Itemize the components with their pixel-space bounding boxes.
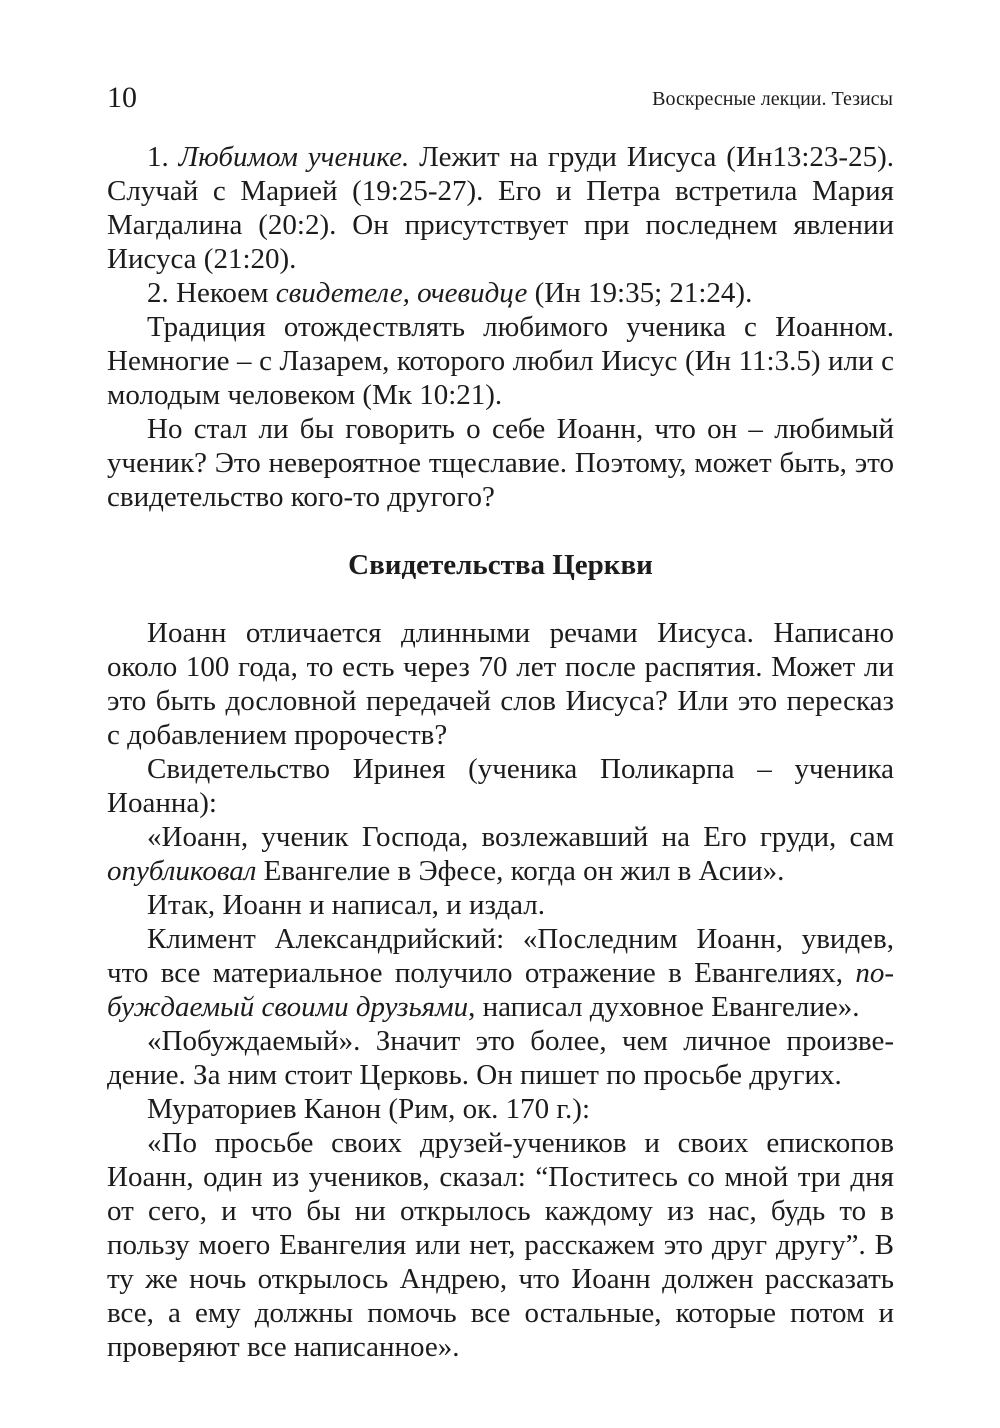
text-run: 2. Некоем: [147, 277, 276, 309]
text-run: Итак, Иоанн и написал, и издал.: [147, 889, 545, 921]
text-run: Но стал ли бы говорить о себе Иоанн, что он – любимый ученик? Это невероятное тщеславие. Поэтому, может быть, это свидетельство кого-то другого?: [107, 413, 894, 513]
text-run: Свидетельства Церкви: [348, 549, 653, 581]
para-irenaeus: [107, 752, 894, 820]
para-long-speeches: [107, 616, 894, 752]
text-run: Климент Александрийский: «Последним Иоанн, увидев, что все материальное получило отражение в Евангелиях,: [107, 923, 894, 989]
para-witness: [107, 276, 894, 310]
body-text: [107, 140, 894, 1364]
para-favorite-disciple: [107, 140, 894, 276]
page-number: 10: [107, 81, 137, 114]
text-run: Лежит на груди Иисуса (Ин13:23-25). Случай с Марией (19:25-27). Его и Петра встретила Мария Магдалина (20:2). Он присутствует при последнем явлении Иисуса (21:20).: [107, 141, 894, 275]
text-run: «Иоанн, ученик Господа, возлежавший на Его груди, сам: [147, 821, 894, 853]
para-prompted: [107, 1024, 894, 1092]
para-muratorian-quote: [107, 1126, 894, 1364]
section-heading: [107, 548, 894, 582]
text-run: «Побуждаемый». Значит это более, чем личное произведение. За ним стоит Церковь. Он пишет по просьбе других.: [107, 1025, 894, 1091]
text-run: 1.: [147, 141, 179, 173]
italic-text: Любимом ученике.: [178, 141, 410, 173]
italic-text: побуждаемый своими друзьями: [107, 957, 894, 1023]
text-run: «По просьбе своих друзей-учеников и своих епископов Иоанн, один из учеников, сказал: “Поститесь со мной три дня от сего, и что бы ни открылось каждому из нас, будь то в пользу моего Евангелия или нет, расскажем это друг другу”. В ту же ночь открылось Андрею, что Иоанн должен рассказать все, а ему должны помочь все остальные, которые потом и проверяют все написанное».: [107, 1127, 894, 1363]
text-run: Мураториев Канон (Рим, ок. 170 г.):: [147, 1093, 591, 1125]
running-head: Воскресные лекции. Тезисы: [652, 88, 893, 110]
para-so-john: [107, 888, 894, 922]
italic-text: свидетеле, очевидце: [275, 277, 528, 309]
para-muratorian: [107, 1092, 894, 1126]
para-vanity: [107, 412, 894, 514]
text-run: Традиция отождествлять любимого ученика с Иоанном. Немногие – с Лазарем, которого любил Иисус (Ин 11:3.5) или с молодым человеком (Мк 10:21).: [107, 311, 894, 411]
text-run: , написал духовное Евангелие».: [468, 991, 860, 1023]
para-clement: [107, 922, 894, 1024]
text-run: Евангелие в Эфесе, когда он жил в Асии».: [256, 855, 785, 887]
italic-text: опубликовал: [107, 855, 257, 887]
para-tradition: [107, 310, 894, 412]
text-run: Свидетельство Иринея (ученика Поликарпа – ученика Иоанна):: [107, 753, 894, 819]
text-run: Иоанн отличается длинными речами Иисуса. Написано около 100 года, то есть через 70 лет после распятия. Может ли это быть дословной передачей слов Иисуса? Или это пересказ с добавлением пророчеств?: [107, 617, 894, 751]
text-run: (Ин 19:35; 21:24).: [527, 277, 753, 309]
para-irenaeus-quote: [107, 820, 894, 888]
